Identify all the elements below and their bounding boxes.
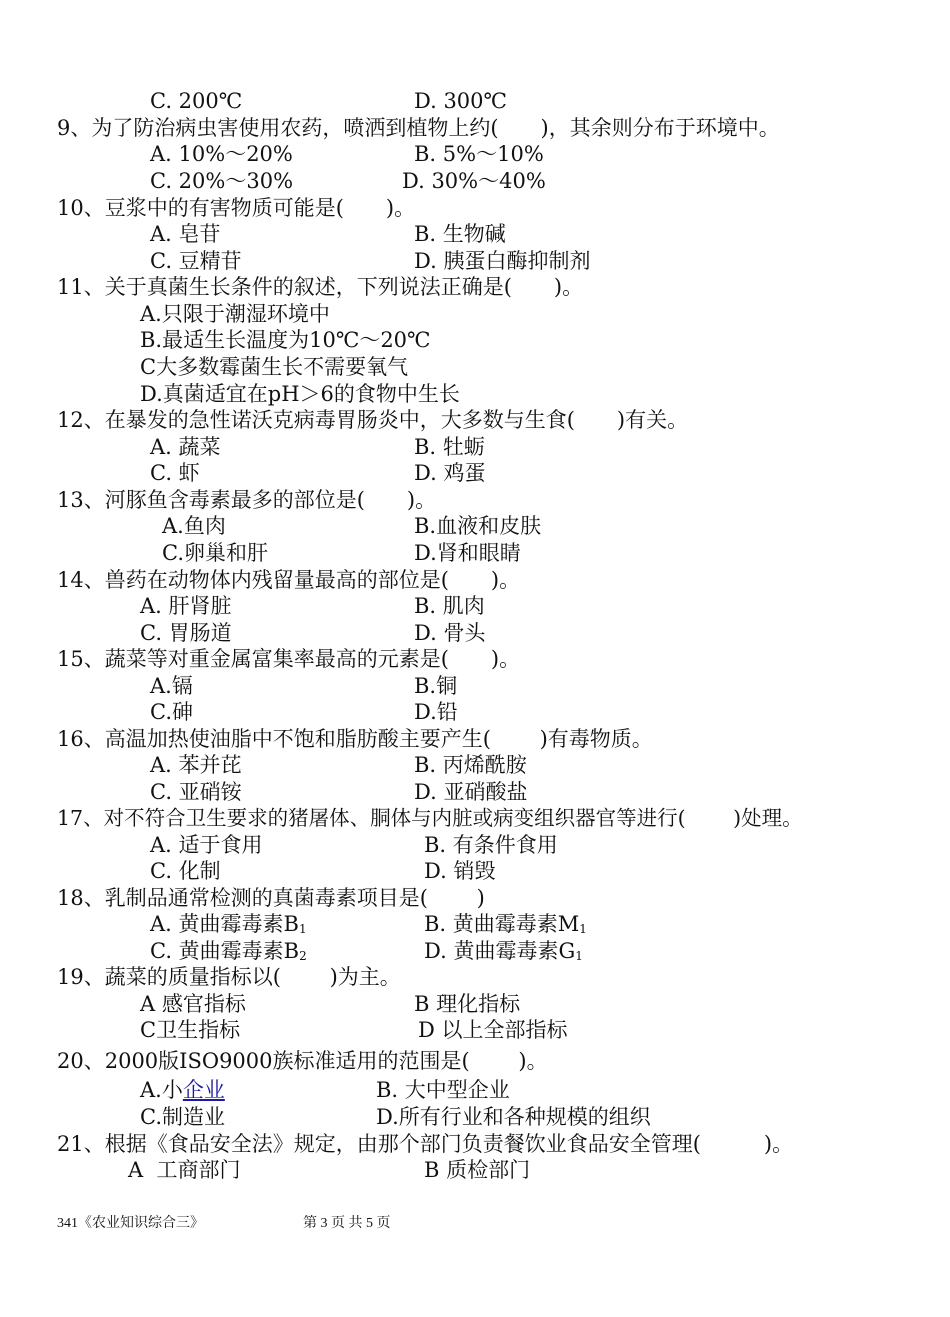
option-line: D.铅 [414,700,458,724]
question-9: 9、为了防治病虫害使用农药，喷洒到植物上约( )，其余则分布于环境中。 [57,116,780,140]
option-line: B. 丙烯酰胺 [414,753,527,777]
option-line: D. 鸡蛋 [414,461,486,485]
option-line: A. 黄曲霉毒素$B_1$ [150,912,307,936]
option-line: C. 胃肠道 [140,621,232,645]
option-line: C.卵巢和肝 [162,541,268,565]
footer-page-number: 第 3 页 共 5 页 [303,1216,391,1231]
question-10: 10、豆浆中的有害物质可能是( )。 [57,196,416,220]
option-line: C. 化制 [150,859,221,883]
option-line: A. 皂苷 [150,222,221,246]
option-line: C. 200℃ [150,89,243,113]
question-15: 15、蔬菜等对重金属富集率最高的元素是( )。 [57,647,521,671]
option-line: D. 骨头 [414,621,486,645]
option-line: B 质检部门 [424,1158,531,1182]
question-12: 12、在暴发的急性诺沃克病毒胃肠炎中，大多数与生食( )有关。 [57,408,689,432]
option-line: C. 亚硝铵 [150,780,242,804]
question-17: 17、对不符合卫生要求的猪屠体、胴体与内脏或病变组织器官等进行( )处理。 [57,806,803,830]
question-14: 14、兽药在动物体内残留量最高的部位是( )。 [57,568,521,592]
option-line: B 理化指标 [414,992,521,1016]
option-line: B. 大中型企业 [376,1078,510,1102]
option-line: D.所有行业和各种规模的组织 [376,1105,651,1129]
option-line: D. 胰蛋白酶抑制剂 [414,249,591,273]
question-21: 21、根据《食品安全法》规定，由那个部门负责餐饮业食品安全管理( )。 [57,1132,794,1156]
option-line: B.血液和皮肤 [414,514,542,538]
option-line: A. 适于食用 [150,833,263,857]
option-line: D 以上全部指标 [418,1018,568,1042]
question-13: 13、河豚鱼含毒素最多的部位是( )。 [57,488,437,512]
option-line: A. 蔬菜 [150,435,221,459]
option-line: D. 销毁 [424,859,496,883]
option-line: C大多数霉菌生长不需要氧气 [140,355,409,379]
option-line: B. 牡蛎 [414,435,485,459]
option-line: D. 亚硝酸盐 [414,780,528,804]
option-line: A.镉 [150,674,193,698]
option-line: B. 生物碱 [414,222,506,246]
question-16: 16、高温加热使油脂中不饱和脂肪酸主要产生( )有毒物质。 [57,727,653,751]
option-line: A.只限于潮湿环境中 [140,302,330,326]
option-line: D.肾和眼睛 [414,541,521,565]
option-line: B.最适生长温度为10℃～20℃ [140,328,431,352]
option-line: B. 黄曲霉毒素$M_1$ [424,912,587,936]
option-line: A. 苯并芘 [150,753,242,777]
question-18: 18、乳制品通常检测的真菌毒素项目是( ) [57,886,485,910]
question-19: 19、蔬菜的质量指标以( )为主。 [57,965,401,989]
question-11: 11、关于真菌生长条件的叙述，下列说法正确是( )。 [57,275,584,299]
option-line: A 工商部门 [128,1158,241,1182]
option-line: C. 20%～30% [150,169,294,193]
option-line: B.铜 [414,674,458,698]
question-20: 20、2000版ISO9000族标准适用的范围是( )。 [57,1049,548,1073]
option-line: A. 10%～20% [150,142,293,166]
option-line: A.小企业 [140,1078,225,1102]
option-line: A 感官指标 [140,992,246,1016]
footer-title: 341《农业知识综合三》 [57,1216,204,1231]
option-line: B. 有条件食用 [424,833,558,857]
option-line: D.真菌适宜在pH＞6的食物中生长 [140,382,460,406]
option-line: A.鱼肉 [162,514,226,538]
option-line: D. 30%～40% [402,169,546,193]
option-line: C.砷 [150,700,193,724]
option-line: D. 黄曲霉毒素$G_1$ [424,939,583,963]
option-line: B. 5%～10% [414,142,544,166]
option-line: C. 豆精苷 [150,249,242,273]
option-line: B. 肌肉 [414,594,485,618]
enterprise-link[interactable]: 企业 [182,1078,225,1102]
option-line: D. 300℃ [414,89,508,113]
option-line: C. 虾 [150,461,200,485]
option-line: A. 肝肾脏 [140,594,232,618]
option-line: C卫生指标 [140,1018,241,1042]
option-line: C.制造业 [140,1105,225,1129]
option-line: C. 黄曲霉毒素$B_2$ [150,939,307,963]
